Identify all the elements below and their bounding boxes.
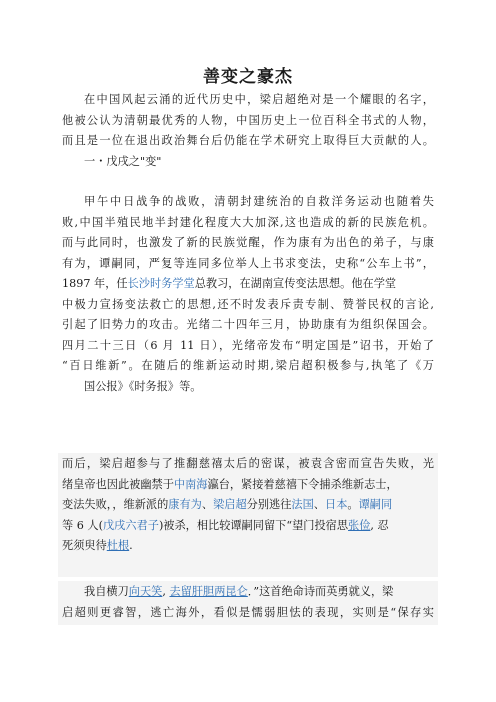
text-span: , — [162, 585, 170, 598]
paragraph-reform — [62, 192, 434, 397]
intro-line-1: 在中国风起云涌的近代历史中，梁启超绝对是一个耀眼的名字， — [84, 93, 434, 106]
paragraph-failure — [62, 454, 434, 557]
intro-line-2: 他被公认为清朝最优秀的人物，中国历史上一位百科全书式的人物， — [62, 113, 434, 127]
link-zhang-jian[interactable]: 张俭 — [348, 518, 371, 532]
text-span: 等 6 人( — [62, 518, 103, 532]
para3-line — [62, 495, 434, 516]
para2-line: “百日维新”。在随后的维新运动时期,梁启超积极参与,执笔了《万 — [62, 359, 434, 372]
para4-line: 启超则更睿智，逃亡海外，看似是懦弱胆怯的表现，实则是“保存实 — [62, 605, 434, 619]
link-japan[interactable]: 日本 — [325, 498, 348, 511]
text-span: )被杀，相比较谭嗣同留下“望门投宿思 — [158, 518, 349, 532]
text-span: 死须臾待 — [62, 539, 107, 552]
link-kang-youwei[interactable]: 康有为 — [168, 498, 202, 511]
text-span: 、 — [313, 498, 325, 511]
text-span: 绪皇帝也因此被幽禁于 — [62, 477, 174, 491]
para3-line — [62, 475, 434, 496]
link-liang-qichao[interactable]: 梁启超 — [213, 498, 247, 511]
text-span: . — [129, 539, 133, 552]
link-tan-sitong[interactable]: 谭嗣同 — [358, 498, 393, 511]
text-span: , 忍 — [370, 518, 389, 532]
link-du-gen[interactable]: 杜根 — [106, 539, 130, 552]
text-span: 分别逃往 — [246, 498, 292, 511]
para3-line — [62, 516, 434, 537]
link-france[interactable]: 法国 — [291, 498, 314, 511]
paragraph-exile — [62, 582, 434, 623]
section-heading-block — [62, 152, 434, 173]
link-qu-liu-gan-dan[interactable]: 去留肝胆两昆仑 — [169, 585, 248, 598]
para2-line: 中极力宣扬变法救亡的思想,还不时发表斥责专制、赞誉民权的言论, — [62, 297, 434, 311]
para2-line: 甲午中日战争的战败，清朝封建统治的自救洋务运动也随着失 — [84, 195, 434, 208]
para2-line: 四月二十三日（6 月 11 日），光绪帝发布“明定国是”诏书，开始了 — [62, 338, 434, 352]
text-span: ．”这首绝命诗而英勇就义，梁 — [247, 585, 394, 598]
text-span: 变法失败，，维新派的 — [62, 498, 169, 511]
document-title: 善变之豪杰 — [203, 67, 293, 87]
link-xiang-tian-xiao[interactable]: 向天笑 — [128, 585, 163, 598]
text-span: 瀛台，紧接着慈禧下令捕杀维新志士， — [207, 477, 398, 491]
text-span: 1897 年，任 — [62, 277, 128, 290]
intro-line-3: 而且是一位在退出政治舞台后仍能在学术研究上取得巨大贡献的人。 — [62, 134, 434, 147]
text-span: 我自横刀 — [84, 585, 129, 598]
para2-line: 引起了旧势力的攻击。光绪二十四年三月，协助康有为组织保国会。 — [62, 318, 434, 331]
text-span: 总教习，在湖南宣传变法思想。他在学堂 — [194, 277, 397, 290]
para2-line: 而与此同时，也激发了新的民族觉醒，作为康有为出色的弟子，与康 — [62, 236, 434, 249]
para2-line — [62, 274, 434, 295]
para4-line — [62, 582, 434, 603]
para2-line: 国公报》《时务报》等。 — [84, 379, 202, 393]
link-six-gentlemen[interactable]: 戊戌六君子 — [102, 518, 159, 532]
para2-line: 败,中国半殖民地半封建化程度大大加深,这也造成的新的民族危机。 — [62, 215, 434, 229]
intro-paragraph — [62, 90, 434, 152]
link-zhongnanhai[interactable]: 中南海 — [173, 477, 208, 491]
text-span: 。 — [347, 498, 359, 511]
link-changsha-school[interactable]: 长沙时务学堂 — [127, 277, 195, 290]
section-heading: 一・戊戌之"变" — [84, 154, 162, 168]
para3-line — [62, 536, 434, 557]
text-span: 、 — [201, 498, 214, 511]
para2-line: 有为，谭嗣同，严复等连同多位举人上书求变法，史称“公车上书”， — [62, 256, 434, 270]
para3-line: 而后，梁启超参与了推翻慈禧太后的密谋，被袁含密而宣告失败，光 — [62, 457, 434, 470]
